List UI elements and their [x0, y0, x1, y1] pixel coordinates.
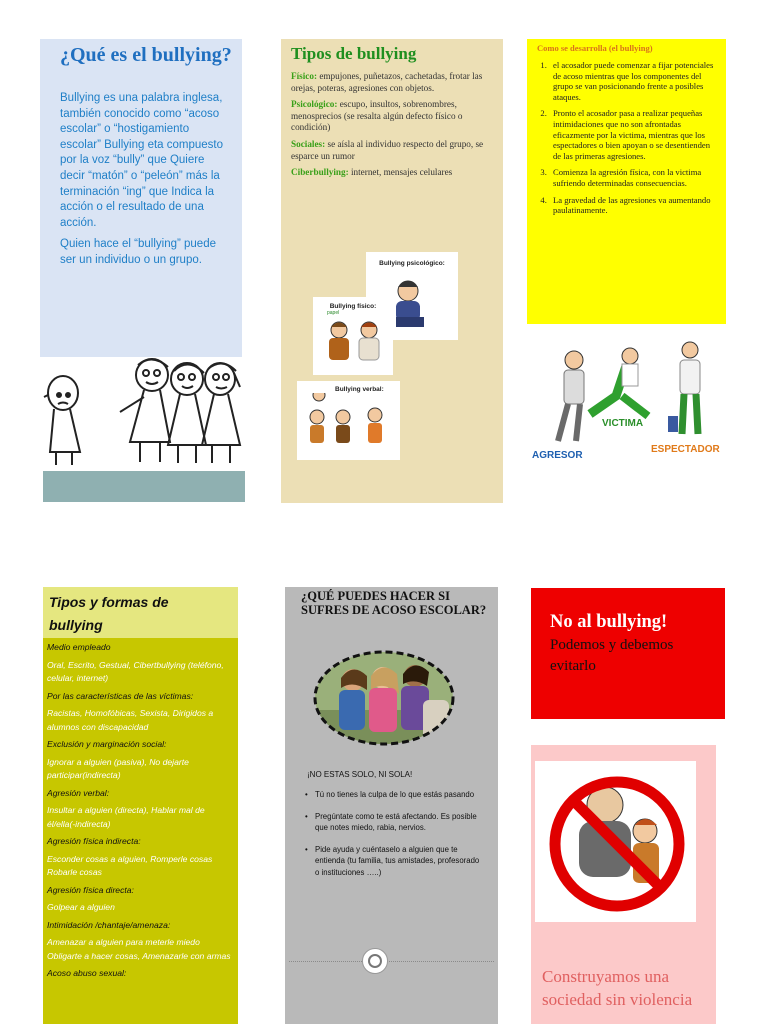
panel-title: ¿Qué es el bullying?	[60, 44, 232, 66]
panel-title: ¿QUÉ PUEDES HACER SI SUFRES DE ACOSO ESCOLAR?	[301, 589, 487, 617]
category-heading: Exclusión y marginación social:	[47, 739, 167, 749]
fighting-kids-illustration	[313, 316, 393, 368]
panel-header	[43, 587, 238, 638]
advice-item: • Tú no tienes la culpa de lo que estás pasando	[305, 789, 485, 801]
panel-tipos-formas	[43, 587, 238, 1024]
advice-list	[305, 789, 485, 888]
category-heading: Acoso abuso sexual:	[47, 968, 127, 978]
divider	[289, 961, 494, 962]
step-item: 1. el acosador puede comenzar a fijar potenciales de acoso mientras que los componentes del grupo se van posicionando frente a posibles ataques.	[549, 60, 720, 102]
category-detail: Racistas, Homofóbicas, Sexista, Dirigidos a alumnos con discapacidad	[47, 708, 214, 732]
who-paragraph: Quien hace el “bullying” puede ser un individuo o un grupo.	[60, 238, 216, 266]
category-detail: Amenazar a alguien para meterle miedo Obligarte a hacer cosas, Amenazarle con armas	[47, 937, 231, 961]
panel-title-line2: bullying	[49, 617, 103, 633]
group-hug-photo	[313, 650, 455, 746]
category-heading: Agresión verbal:	[47, 787, 110, 798]
category-heading: Intimidación /chantaje/amenaza:	[47, 919, 171, 930]
subtitle: ¡NO ESTAS SOLO, NI SOLA!	[307, 770, 413, 779]
panel-que-es-bullying	[40, 39, 242, 357]
advice-item: • Pide ayuda y cuéntaselo a alguien que te entienda (tu familia, tus amistades, profesorado o instituciones …..)	[305, 844, 485, 879]
category-detail: Ignorar a alguien (pasiva), No dejarte participar(indirecta)	[47, 756, 189, 780]
panel-title: Tipos de bullying	[291, 44, 417, 63]
types-list	[291, 71, 493, 179]
decorative-bar	[43, 471, 245, 502]
category-detail: Oral, Escrito, Gestual, Cibertbullying (teléfono, celular, internet)	[47, 659, 224, 683]
category-heading: Agresión física directa:	[47, 884, 134, 895]
category-detail: Insultar a alguien (directa), Hablar mal de él/ella(-indirecta)	[47, 805, 205, 829]
category-heading: Por las características de las víctimas:	[47, 690, 194, 701]
subheadline: Podemos y debemos evitarlo	[550, 637, 674, 674]
step-item: 3. Comienza la agresión física, con la victima sufriendo determinadas consecuencias.	[549, 167, 720, 188]
card-label: Bullying físico:	[329, 303, 377, 310]
panel-como-se-desarrolla	[527, 39, 726, 324]
steps-list	[537, 60, 720, 216]
type-item: Físico: empujones, puñetazos, cachetadas, frotar las orejas, poteras, agresiones con objetos.	[291, 71, 483, 93]
panel-construyamos	[531, 745, 716, 1024]
category-detail: Golpear a alguien	[47, 902, 115, 912]
definition-paragraph: Bullying es una palabra inglesa, también conocido como “acoso escolar” o “hostigamiento escolar” Bullying eta compuesto por la voz “bully” que Quiere decir “matón” o “peleón” más la terminación “ing” que Indica la acción o el resultado de una acción.	[60, 92, 223, 229]
no-bullying-sign	[535, 761, 696, 922]
card-label: Bullying verbal:	[335, 386, 384, 393]
panel-title-line1: Tipos y formas de	[49, 594, 169, 610]
slogan: Construyamos una sociedad sin violencia	[542, 967, 693, 1009]
circle-ornament-icon	[362, 948, 388, 974]
category-detail: Esconder cosas a alguien, Romperle cosas Robarle cosas	[47, 853, 213, 877]
type-item: Psicológico: escupo, insultos, sobrenombres, menosprecios (se resalta algún defecto físico o condición)	[291, 99, 463, 133]
label-victima: VICTIMA	[602, 418, 644, 429]
type-item: Sociales: se aísla al individuo respecto del grupo, se esparce un rumor	[291, 138, 484, 161]
card-bullying-fisico	[313, 297, 393, 375]
panel-title: Como se desarrolla (el bullying)	[537, 43, 653, 53]
label-agresor: AGRESOR	[532, 450, 583, 461]
advice-item: • Pregúntate como te está afectando. Es posible que notes miedo, rabia, nervios.	[305, 811, 485, 834]
roles-illustration	[530, 336, 730, 470]
paper-word: papel	[327, 310, 340, 316]
panel-no-al-bullying	[531, 588, 725, 719]
label-espectador: ESPECTADOR	[651, 444, 720, 455]
step-item: 2. Pronto el acosador pasa a realizar pequeñas intimidaciones que no son afrontadas eficazmente por la victima, mientras que los espectadores o bien apoyan o se desentienden de las primeras agresiones.	[549, 108, 720, 161]
category-heading: Medio empleado	[47, 642, 111, 652]
type-item: Ciberbullying: internet, mensajes celulares	[291, 167, 453, 178]
headline: No al bullying!	[550, 612, 668, 632]
stick-figures-illustration	[40, 357, 245, 471]
verbal-kids-illustration	[297, 393, 400, 459]
category-heading: Agresión física indirecta:	[47, 836, 141, 846]
step-item: 4. La gravedad de las agresiones va aumentando paulatinamente.	[549, 195, 720, 216]
card-bullying-verbal	[297, 381, 400, 460]
forms-list	[43, 638, 238, 981]
card-label: Bullying psicológico:	[379, 260, 445, 267]
panel-que-puedes-hacer	[285, 587, 498, 1024]
